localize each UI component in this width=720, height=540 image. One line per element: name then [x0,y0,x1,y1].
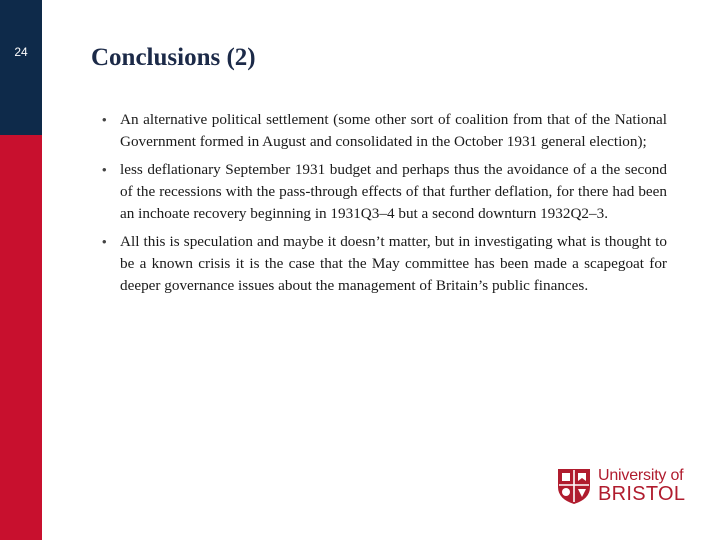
bullet-text: All this is speculation and maybe it doesn’t matter, but in investigating what is thought to be a known crisis it is the case that the May committee has been made a scapegoat for deeper governance issues about the management of Britain’s public finances. [120,233,667,294]
crest-icon [556,467,592,505]
bullet-text: less deflationary September 1931 budget and perhaps thus the avoidance of a the second of the recessions with the pass-through effects of that further deflation, for there had been an inchoate recovery beginning in 1931Q3–4 but a second downturn 1932Q2–3. [120,161,667,222]
university-logo [556,465,688,507]
sidebar-top-band [0,0,42,135]
bullet-dot-icon: • [102,234,107,249]
logo-line-2: BRISTOL [598,483,686,505]
bullet-item [102,231,667,297]
bullet-item [102,109,667,153]
logo-line-1: University of [598,467,684,484]
bullet-text: An alternative political settlement (some other sort of coalition from that of the National Government formed in August and consolidated in the October 1931 general election); [120,111,667,150]
bullet-dot-icon: • [102,162,107,177]
bullet-dot-icon: • [102,112,107,127]
bullet-item [102,159,667,225]
slide-title: Conclusions (2) [91,44,256,71]
slide-number: 24 [14,45,28,59]
bullet-list [102,109,667,303]
sidebar-bottom-band [0,135,42,540]
